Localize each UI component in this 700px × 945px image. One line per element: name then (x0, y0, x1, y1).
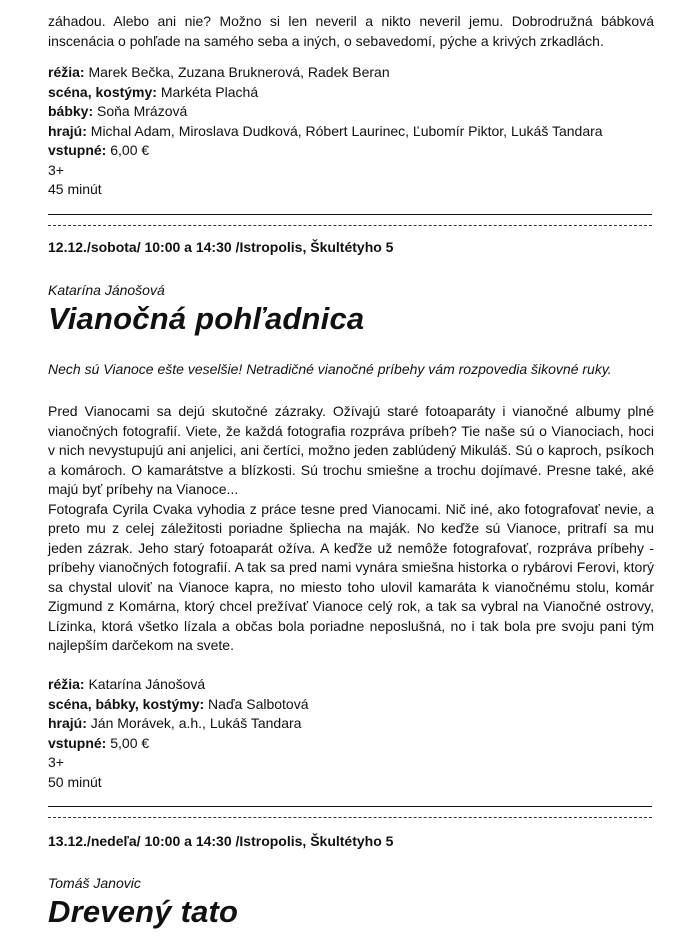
credit-scena (48, 695, 654, 715)
credit-babky (48, 102, 654, 122)
separator-solid-line (48, 806, 652, 807)
credit-vstupne (48, 141, 654, 161)
credit-label: scéna, kostýmy: (48, 83, 157, 100)
duration: 45 minút (48, 181, 102, 197)
credit-value: 5,00 € (106, 734, 150, 751)
show2-credits (48, 675, 654, 792)
credit-value: Soňa Mrázová (93, 103, 188, 119)
credit-value: Markéta Plachá (156, 83, 259, 100)
section-separator (48, 214, 652, 226)
description-paragraph: Pred Vianocami sa dejú skutočné zázraky. Ožívajú staré fotoaparáty i vianočné albumy plné vianočných fotografií. Viete, že každá fotografia rozpráva príbeh? Tie naše sú o Vianociach, hoci v nich nevystupujú ani anjelici, ani čertíci, možno jeden zablúdený Mikuláš. Sú o kaproch, psíkoch a komároch. O kamarátstve a blízkosti. Sú trochu smiešne a trochu dojímavé. Presne také, aké majú byť príbehy na Vianoce... (48, 403, 654, 497)
show3-dateline: 13.12./nedeľa/ 10:00 a 14:30 /Istropolis, Škultétyho 5 (48, 833, 394, 849)
separator-dashed-line (48, 225, 652, 226)
intro-paragraph: záhadou. Alebo ani nie? Možno si len neveril a nikto neveril jemu. Dobrodružná bábková inscenácia o pohľade na samého seba a iných, o sebavedomí, pýche a krivých zrkadlách. (48, 13, 654, 49)
separator-solid-line (48, 214, 652, 215)
separator-dashed-line (48, 817, 652, 818)
credit-hraju (48, 122, 654, 142)
credit-rezia (48, 63, 654, 83)
credit-label: réžia: (48, 676, 85, 692)
credit-scena (48, 83, 654, 103)
credit-label: hrajú: (48, 715, 87, 731)
credit-hraju (48, 714, 654, 734)
credit-value: Michal Adam, Miroslava Dudková, Róbert Laurinec, Ľubomír Piktor, Lukáš Tandara (86, 122, 603, 139)
credit-label: réžia: (48, 64, 85, 80)
section-separator (48, 806, 652, 818)
age-rating: 3+ (48, 161, 64, 178)
credit-value: Naďa Salbotová (204, 695, 309, 712)
credit-vstupne (48, 734, 654, 754)
credit-label: bábky: (48, 103, 94, 119)
intro-section (48, 12, 654, 51)
age-rating: 3+ (48, 754, 64, 770)
show2-dateline: 12.12./sobota/ 10:00 a 14:30 /Istropolis, Škultétyho 5 (48, 239, 394, 255)
duration: 50 minút (48, 773, 102, 790)
show3-title: Drevený tato (48, 894, 239, 929)
description-paragraph-2: Fotografa Cyrila Cvaka vyhodia z práce tesne pred Vianocami. Nič iné, ako fotografovať nevie, a preto mu z celej záležitosti poriadne špliecha na maják. No keďže sú Vianoce, pritrafí sa mu jeden zázrak. Jeho starý fotoaparát ožíva. A keďže už nemôže fotografovať, rozpráva príbehy - príbehy vianočných fotografií. A tak sa pred nami vynára smiešna historka o rybárovi Ferovi, ktorý sa chystal uloviť na Vianoce kapra, no miesto toho ulovil kamaráta k vianočnému stolu, komár Zigmund z Komárna, ktorý chcel prežívať Vianoce celý rok, a tak sa vybral na Vianočné ostrovy, Lízinka, ktorá všetko lízala a občas bola poriadne neposlušná, no i tak bola pre svoju pani tým najlepším darčekom na svete. (48, 500, 654, 653)
credit-value: 6,00 € (106, 142, 150, 158)
show2-author: Katarína Jánošová (48, 282, 165, 298)
credit-label: vstupné: (48, 734, 107, 751)
show2-description (48, 402, 654, 656)
credit-label: vstupné: (48, 142, 107, 158)
show2-tagline: Nech sú Vianoce ešte veselšie! Netradičné vianočné príbehy vám rozpovedia šikovné ruky. (48, 361, 612, 377)
show2-title: Vianočná pohľadnica (48, 301, 365, 336)
credit-label: scéna, bábky, kostýmy: (48, 695, 205, 712)
credit-value: Ján Morávek, a.h., Lukáš Tandara (86, 715, 302, 731)
credit-value: Marek Bečka, Zuzana Bruknerová, Radek Beran (84, 64, 390, 80)
credit-value: Katarína Jánošová (84, 676, 206, 692)
credit-label: hrajú: (48, 122, 87, 139)
credit-rezia (48, 675, 654, 695)
show1-credits (48, 63, 654, 200)
show3-author: Tomáš Janovic (48, 875, 141, 891)
